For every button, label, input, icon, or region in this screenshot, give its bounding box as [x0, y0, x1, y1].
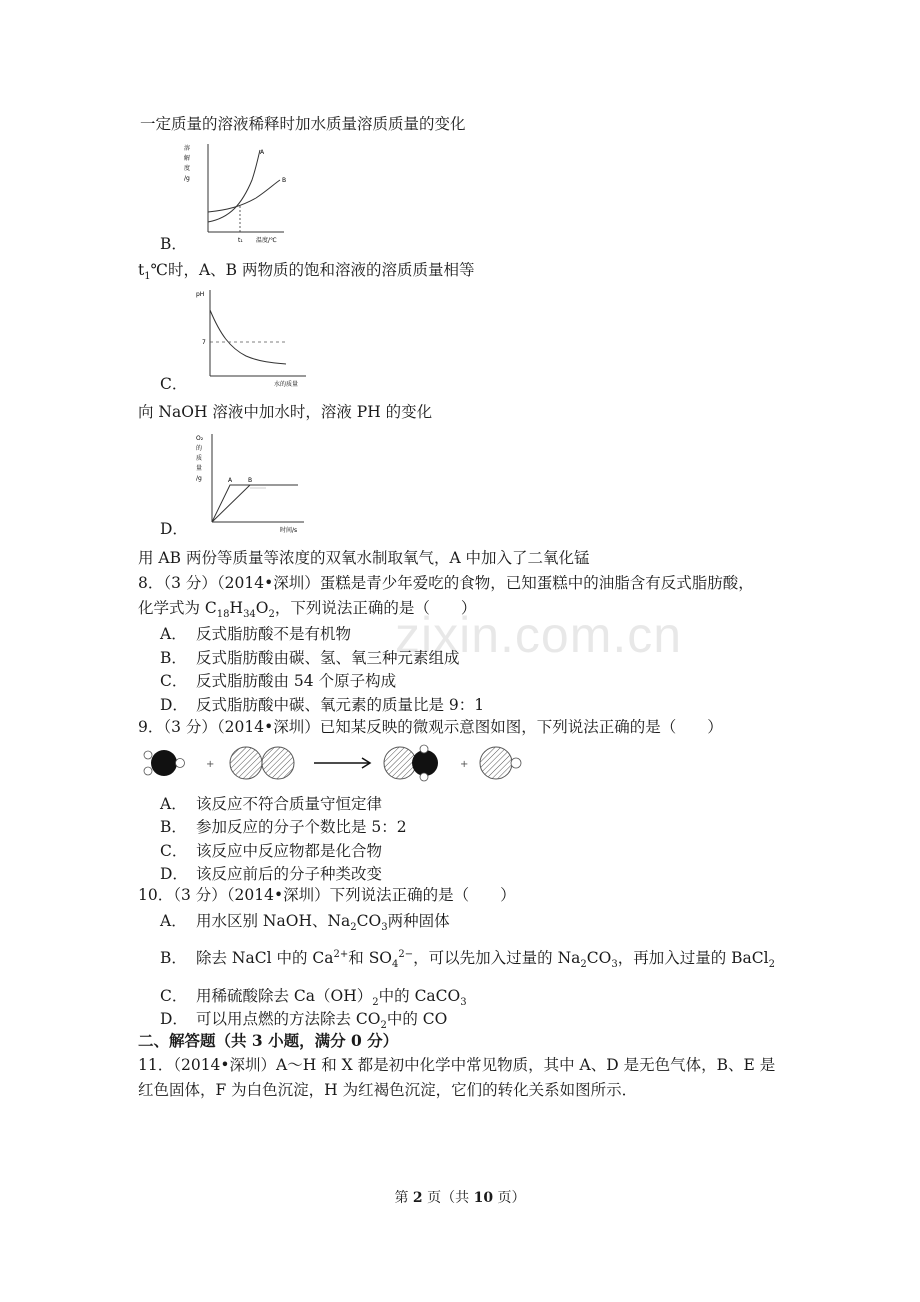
option-c-label: C．	[160, 375, 188, 393]
q10-option-a-label: A．	[160, 912, 187, 930]
q8-option-d-text: 反式脂肪酸中碳、氧元素的质量比是 9：1	[196, 696, 485, 714]
y-axis-label-3: 质	[196, 455, 203, 462]
caption-b-sub: 1	[144, 271, 151, 283]
q8-formula-pre: 化学式为 C	[138, 599, 217, 617]
q8-h: H	[229, 599, 244, 617]
q8-option-c-text: 反式脂肪酸由 54 个原子构成	[196, 672, 397, 690]
q9-option-b-text: 参加反应的分子个数比是 5：2	[196, 818, 407, 836]
caption-option-a: 一定质量的溶液稀释时加水质量溶质质量的变化	[140, 115, 466, 133]
watermark: zixin.com.cn	[395, 607, 683, 663]
q9-option-d-label: D．	[160, 865, 188, 883]
q10-b-sub2: 2	[580, 959, 587, 971]
q10-c-sub2: 3	[460, 997, 467, 1009]
x-tick-t1: t₁	[238, 237, 243, 244]
x-axis-label: 温度/℃	[256, 237, 277, 244]
y-axis-label-4: /g	[184, 175, 190, 182]
q9-option-d-text: 该反应前后的分子种类改变	[196, 865, 383, 883]
oxygen-graph	[190, 430, 310, 540]
curve-b-label: B	[282, 177, 287, 184]
q9-option-a-label: A．	[160, 795, 187, 813]
y-axis-label: pH	[196, 291, 205, 298]
q8-sub-2: 2	[268, 609, 275, 621]
caption-option-d: 用 AB 两份等质量等浓度的双氧水制取氧气，A 中加入了二氧化锰	[138, 549, 590, 567]
y-axis-label-2: 的	[196, 445, 203, 452]
reaction-diagram	[138, 742, 538, 790]
q10-d-pre: 可以用点燃的方法除去 CO	[196, 1010, 381, 1028]
section-heading: 二、解答题（共 3 小题，满分 0 分）	[138, 1031, 399, 1050]
q10-option-c-text	[196, 984, 467, 1008]
q8-o: O	[255, 599, 269, 617]
caption-b-text: ℃时，A、B 两物质的饱和溶液的溶质质量相等	[150, 261, 475, 279]
q8-option-c-label: C．	[160, 672, 188, 690]
y-tick-7: 7	[202, 339, 206, 346]
q8-option-a-text: 反式脂肪酸不是有机物	[196, 625, 352, 643]
solubility-graph	[180, 140, 290, 256]
q10-c-pre: 用稀硫酸除去 Ca（OH）	[196, 987, 373, 1005]
option-b-label: B．	[160, 235, 187, 253]
plus-sign-1: +	[206, 759, 215, 770]
q10-a-mid: CO	[356, 912, 382, 930]
q8-sub-18: 18	[216, 609, 230, 621]
q10-option-c-label: C．	[160, 987, 188, 1005]
q8-option-b-text: 反式脂肪酸由碳、氢、氧三种元素组成	[196, 649, 460, 667]
q10-c-mid: 中的 CaCO	[378, 987, 461, 1005]
curve-a-label: A	[260, 149, 265, 156]
q10-stem: 10．（3 分）（2014•深圳）下列说法正确的是（ ）	[138, 886, 516, 904]
q10-b-sup1: 2+	[333, 948, 349, 960]
q8-stem-line1: 8．（3 分）（2014•深圳）蛋糕是青少年爱吃的食物，已知蛋糕中的油脂含有反式脂肪酸，	[138, 574, 754, 592]
footer-page-number: 2	[412, 1190, 423, 1206]
caption-b-t: t	[138, 261, 145, 279]
molecule-two-hatched-atoms	[230, 747, 294, 779]
point-a-label: A	[228, 477, 233, 484]
footer-post: 页）	[493, 1190, 526, 1206]
q10-b-pre: 除去 NaCl 中的 Ca	[196, 949, 334, 967]
y-axis-label-2: 解	[184, 155, 191, 162]
y-axis-label-4: 量	[196, 465, 203, 472]
q8-sub-34: 34	[243, 609, 256, 621]
q10-b-mid3: CO	[586, 949, 612, 967]
q10-b-sub4: 2	[768, 959, 775, 971]
q10-b-sub1: 4	[392, 959, 399, 971]
y-axis-label-1: O₂	[196, 435, 204, 442]
q10-option-b-label: B．	[160, 949, 187, 967]
q9-option-b-label: B．	[160, 818, 187, 836]
q8-formula-post: ，下列说法正确的是（ ）	[274, 599, 477, 617]
q8-option-d-label: D．	[160, 696, 188, 714]
y-axis-label-3: 度	[184, 165, 191, 172]
q10-b-sub3: 3	[611, 959, 618, 971]
point-b-label: B	[248, 477, 253, 484]
x-axis-label: 时间/s	[280, 527, 298, 534]
product-molecule-hatched-white	[480, 747, 521, 779]
ph-graph	[190, 286, 310, 394]
q10-a-post: 两种固体	[387, 912, 450, 930]
q10-c-sub: 2	[372, 997, 379, 1009]
q10-option-a-text	[196, 909, 450, 933]
page-footer	[0, 1187, 920, 1207]
q10-b-mid1: 和 SO	[348, 949, 393, 967]
footer-pre: 第	[394, 1190, 413, 1206]
y-axis-label-1: 溶	[184, 145, 191, 152]
plus-sign-2: +	[460, 759, 469, 770]
reaction-arrow-icon	[314, 758, 370, 768]
footer-mid: 页（共	[422, 1190, 474, 1206]
q10-b-mid2: ，可以先加入过量的 Na	[413, 949, 581, 967]
q9-option-a-text: 该反应不符合质量守恒定律	[196, 795, 383, 813]
molecule-black-atom-with-two-white	[144, 750, 185, 776]
q9-option-c-label: C．	[160, 842, 188, 860]
x-axis-label: 水的质量	[274, 381, 299, 388]
q10-option-b-text	[196, 946, 775, 970]
q10-a-pre: 用水区别 NaOH、Na	[196, 912, 351, 930]
y-axis-label-5: /g	[196, 475, 202, 482]
q8-option-b-label: B．	[160, 649, 187, 667]
q10-d-sub: 2	[380, 1020, 387, 1032]
q10-a-sub: 2	[350, 922, 357, 934]
q10-b-sup2: 2−	[398, 948, 414, 960]
q10-option-d-label: D．	[160, 1010, 188, 1028]
caption-option-b	[138, 260, 474, 287]
caption-option-c: 向 NaOH 溶液中加水时，溶液 PH 的变化	[138, 403, 433, 421]
q10-a-sub2: 3	[381, 922, 388, 934]
q10-option-d-text	[196, 1007, 447, 1031]
q11-line2: 红色固体，F 为白色沉淀，H 为红褐色沉淀，它们的转化关系如图所示．	[138, 1081, 638, 1099]
q10-b-mid4: ，再加入过量的 BaCl	[617, 949, 769, 967]
product-molecule-hatched-black	[384, 745, 438, 781]
q11-line1: 11．（2014•深圳）A～H 和 X 都是初中化学中常见物质，其中 A、D 是无色气体，B、E 是	[138, 1056, 776, 1074]
q9-option-c-text: 该反应中反应物都是化合物	[196, 842, 383, 860]
q8-option-a-label: A．	[160, 625, 187, 643]
q10-d-post: 中的 CO	[386, 1010, 448, 1028]
q9-stem: 9．（3 分）（2014•深圳）已知某反映的微观示意图如图，下列说法正确的是（ ）	[138, 718, 723, 736]
footer-total-pages: 10	[473, 1190, 494, 1206]
option-d-label: D．	[160, 520, 188, 538]
